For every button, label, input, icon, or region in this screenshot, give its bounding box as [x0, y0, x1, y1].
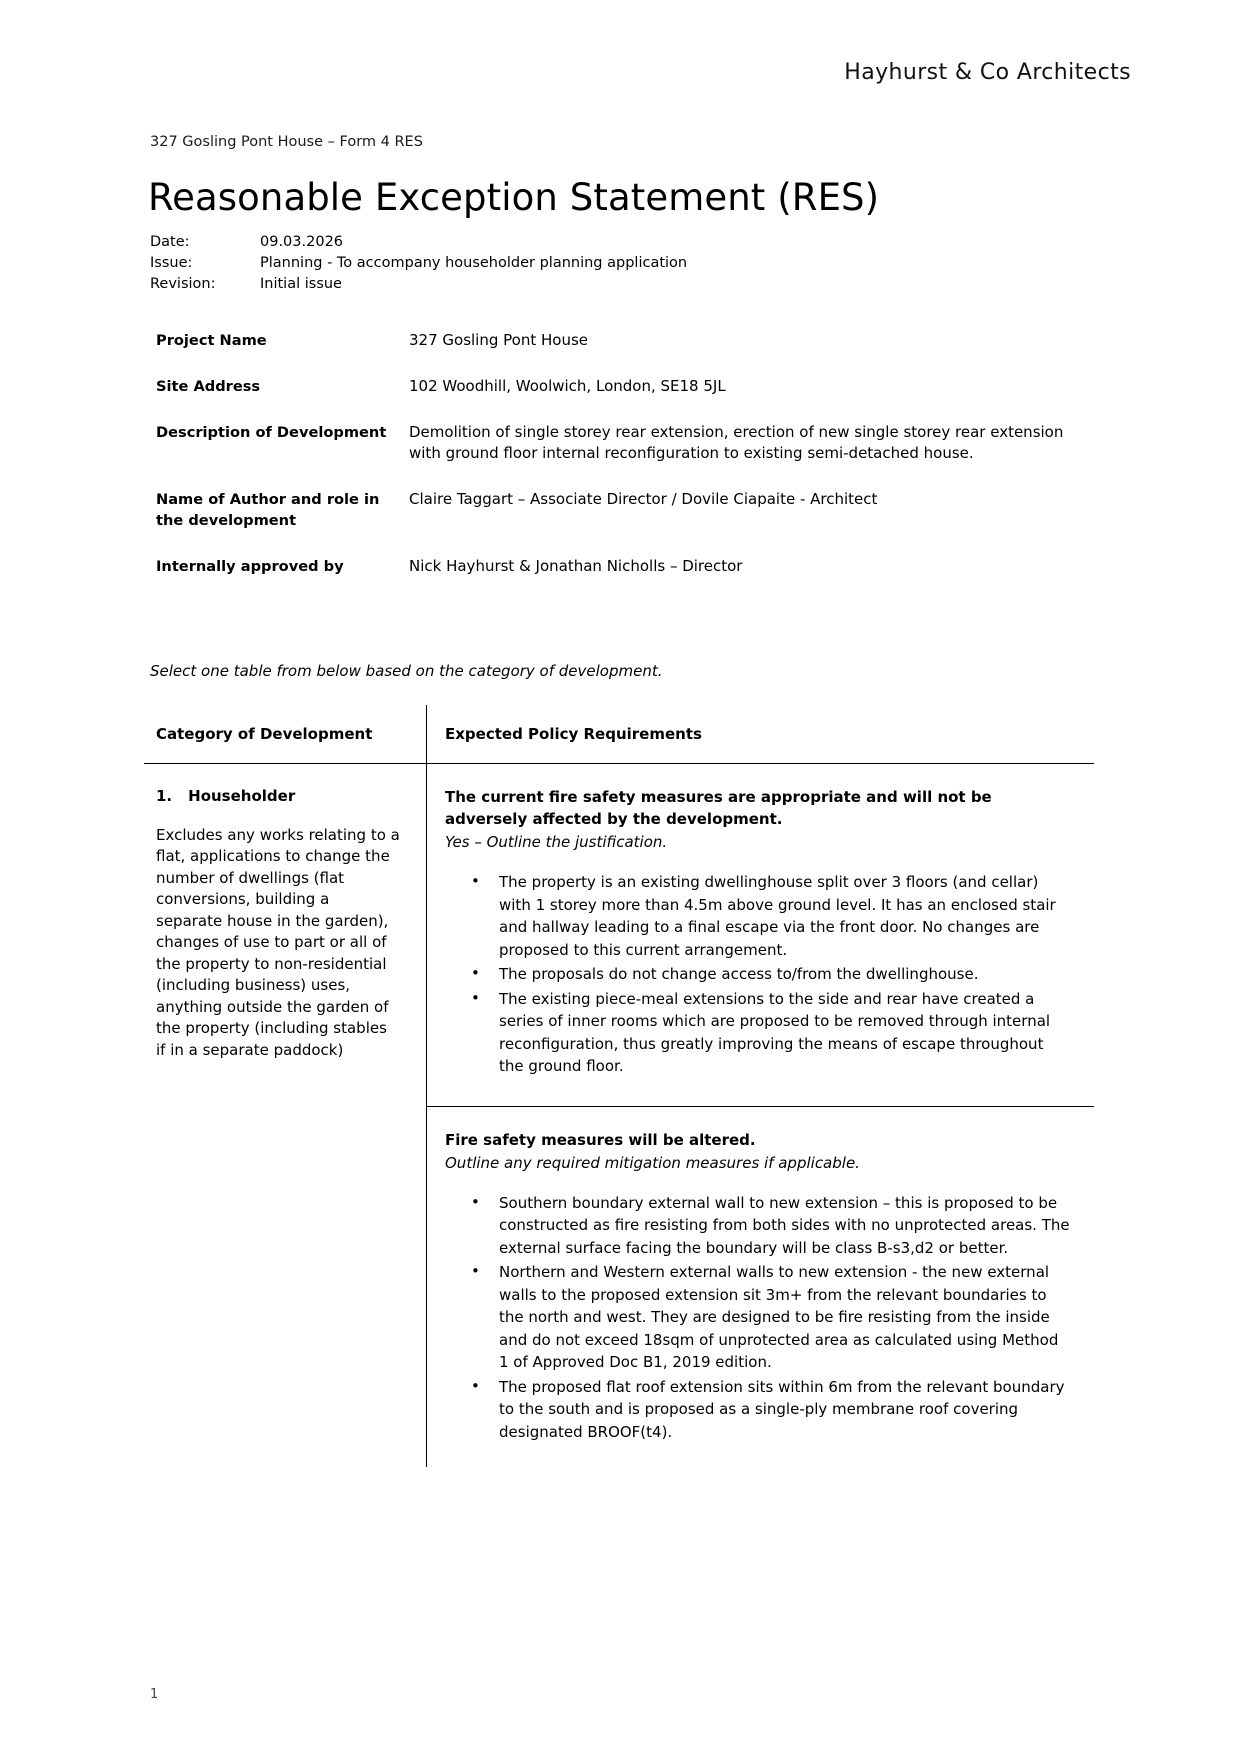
section-subheading: Yes – Outline the justification.: [445, 833, 668, 851]
info-value: Claire Taggart – Associate Director / Dovile Ciapaite - Architect: [409, 490, 878, 508]
category-name: Householder: [188, 787, 296, 805]
list-item: • The property is an existing dwellinghouse split over 3 floors (and cellar) with 1 storey more than 4.5m above ground level. It has an enclosed stair and hallway leading to a final escape via the front door. No changes are proposed to this current arrangement.: [497, 871, 1072, 961]
requirements-cell: [426, 764, 1094, 1467]
meta-value-date: 09.03.2026: [260, 234, 344, 250]
meta-row-date: [150, 232, 687, 253]
info-label: Internally approved by: [156, 558, 344, 575]
info-value: Nick Hayhurst & Jonathan Nicholls – Director: [409, 557, 743, 575]
firm-name: Hayhurst & Co Architects: [844, 60, 1131, 85]
meta-value-issue: Planning - To accompany householder planning application: [260, 255, 688, 271]
info-value: Demolition of single storey rear extension, erection of new single storey rear extension with ground floor internal reconfiguration to existing semi-detached house.: [409, 423, 1064, 462]
meta-label-revision: Revision:: [150, 276, 216, 292]
info-row-description: [156, 422, 1096, 464]
category-number: 1.: [156, 787, 173, 805]
meta-label-issue: Issue:: [150, 255, 193, 271]
list-item: • The existing piece-meal extensions to the side and rear have created a series of inner rooms which are proposed to be removed through internal reconfiguration, thus greatly improving the means of escape throughout the ground floor.: [497, 988, 1072, 1078]
column-header-category: Category of Development: [156, 725, 373, 743]
document-meta: [150, 232, 687, 295]
info-label: Name of Author and role in the development: [156, 491, 380, 529]
list-item: • The proposed flat roof extension sits within 6m from the relevant boundary to the south and is proposed as a single-ply membrane roof covering designated BROOF(t4).: [497, 1376, 1072, 1444]
info-label: Site Address: [156, 378, 261, 395]
requirement-section-altered-measures: [427, 1107, 1094, 1468]
table-body-row: [144, 764, 1094, 1467]
category-title: [156, 786, 400, 808]
list-item: • Southern boundary external wall to new extension – this is proposed to be constructed as fire resisting from both sides with no unprotected areas. The external surface facing the boundary will be class B-s3,d2 or better.: [497, 1192, 1072, 1260]
info-label: Project Name: [156, 332, 267, 349]
info-value: 102 Woodhill, Woolwich, London, SE18 5JL: [409, 377, 726, 395]
info-value: 327 Gosling Pont House: [409, 331, 588, 349]
table-header-row: [144, 705, 1094, 764]
selection-instruction: Select one table from below based on the category of development.: [150, 662, 663, 680]
policy-requirements-table: [144, 705, 1094, 1467]
page-title: Reasonable Exception Statement (RES): [148, 176, 880, 219]
category-description: Excludes any works relating to a flat, applications to change the number of dwellings (flat conversions, building a separate house in the garden), changes of use to part or all of the property to non-residential (including business) uses, anything outside the garden of the property (including stables if in a separate paddock): [156, 825, 400, 1059]
document-reference: 327 Gosling Pont House – Form 4 RES: [150, 134, 423, 150]
category-cell: [144, 764, 426, 1467]
section-bullet-list: [445, 871, 1072, 1078]
project-info-table: [156, 330, 1096, 602]
requirement-section-current-measures: [427, 764, 1094, 1107]
meta-row-issue: [150, 253, 687, 274]
info-label: Description of Development: [156, 424, 387, 441]
list-item: • Northern and Western external walls to new extension - the new external walls to the proposed extension sit 3m+ from the relevant boundaries to the north and west. They are designed to be fire resisting from the inside and do not exceed 18sqm of unprotected area as calculated using Method 1 of Approved Doc B1, 2019 edition.: [497, 1261, 1072, 1374]
section-heading: The current fire safety measures are appropriate and will not be adversely affected by the development.: [445, 788, 992, 828]
page-number: 1: [150, 1687, 159, 1702]
info-row-project-name: [156, 330, 1096, 351]
list-item: • The proposals do not change access to/from the dwellinghouse.: [497, 963, 1072, 986]
info-row-approved-by: [156, 556, 1096, 577]
column-header-requirements: Expected Policy Requirements: [426, 705, 1094, 763]
meta-value-revision: Initial issue: [260, 276, 342, 292]
info-row-site-address: [156, 376, 1096, 397]
section-heading: Fire safety measures will be altered.: [445, 1130, 756, 1149]
meta-label-date: Date:: [150, 234, 190, 250]
section-subheading: Outline any required mitigation measures if applicable.: [445, 1153, 860, 1172]
meta-row-revision: [150, 274, 687, 295]
section-bullet-list: [445, 1192, 1072, 1444]
info-row-author: [156, 489, 1096, 531]
